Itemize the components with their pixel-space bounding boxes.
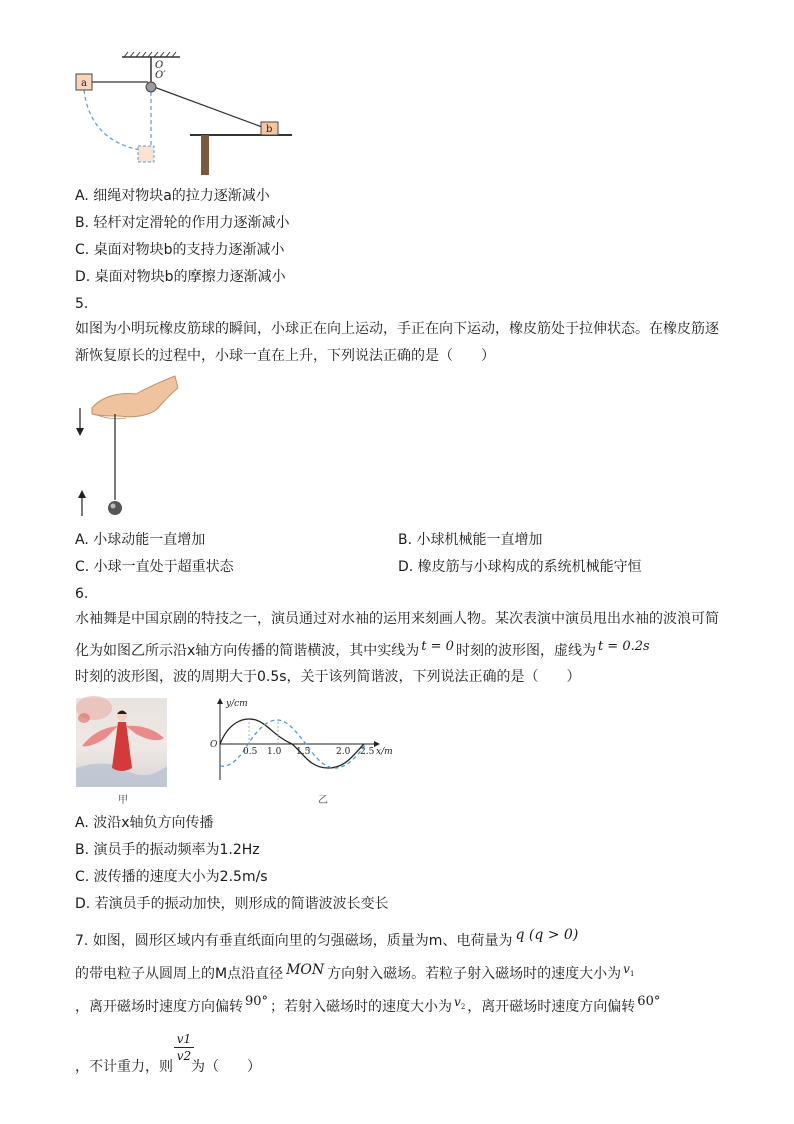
q5-option-d: D. 橡皮筋与小球构成的系统机械能守恒 xyxy=(398,559,642,575)
q7-line2 xyxy=(75,962,635,985)
q7-angle-60: 60° xyxy=(637,994,661,1009)
block-b-label: b xyxy=(266,124,273,135)
q7-text-3c: ，离开磁场时速度方向偏转 xyxy=(467,999,636,1015)
q7-math-q: q (q > 0) xyxy=(515,927,579,943)
q6-option-b: B. 演员手的振动频率为1.2Hz xyxy=(75,842,260,858)
q7-math-v1-sub: 1 xyxy=(629,970,635,978)
x-tick-2.5: 2.5 xyxy=(360,747,375,757)
q7-line3 xyxy=(75,994,661,1018)
wave-graph xyxy=(200,696,393,786)
y-axis-label: y/cm xyxy=(226,699,248,709)
q4-option-b: B. 轻杆对定滑轮的作用力逐渐减小 xyxy=(75,215,290,231)
q7-text-4b: 为（ ） xyxy=(191,1059,261,1075)
q7-text-1a: 7. 如图，圆形区域内有垂直纸面向里的匀强磁场，质量为m、电荷量为 xyxy=(75,933,513,949)
x-tick-2.0: 2.0 xyxy=(336,747,351,757)
q7-math-MON: MON xyxy=(286,962,325,978)
label-O: O xyxy=(155,60,164,71)
q6-option-d: D. 若演员手的振动加快，则形成的简谐波波长变长 xyxy=(75,896,389,912)
q7-angle-90: 90° xyxy=(245,994,269,1009)
block-a-label: a xyxy=(81,78,87,89)
q6-number: 6. xyxy=(75,586,89,602)
q4-figure xyxy=(70,50,300,180)
q5-figure xyxy=(70,372,210,524)
q6-math-t0: t = 0 xyxy=(421,639,454,654)
caption-jia: 甲 xyxy=(118,795,128,806)
q4-option-c: C. 桌面对物块b的支持力逐渐减小 xyxy=(75,242,285,258)
q6-stem-text-a: 化为如图乙所示沿x轴方向传播的简谐横波，其中实线为 xyxy=(75,643,420,659)
label-O-prime: O′ xyxy=(155,70,166,81)
q7-text-2a: 的带电粒子从圆周上的M点沿直径 xyxy=(75,966,284,982)
q6-stem-line2 xyxy=(75,639,650,661)
dancer-photo xyxy=(76,698,167,787)
q7-math-v2: v xyxy=(454,995,461,1009)
q6-option-c: C. 波传播的速度大小为2.5m/s xyxy=(75,869,268,885)
q5-option-c: C. 小球一直处于超重状态 xyxy=(75,559,234,575)
q4-option-d: D. 桌面对物块b的摩擦力逐渐减小 xyxy=(75,269,286,285)
origin-label: O xyxy=(210,740,218,750)
x-axis-label: x/m xyxy=(376,747,393,757)
q7-frac-bar xyxy=(174,1047,194,1048)
q7-frac-denominator: v2 xyxy=(176,1049,192,1063)
q5-option-a: A. 小球动能一直增加 xyxy=(75,532,206,548)
q6-stem-line1: 水袖舞是中国京剧的特技之一，演员通过对水袖的运用来刻画人物。某次表演中演员甩出水袖的波浪可简 xyxy=(75,611,719,627)
q7-line1 xyxy=(75,927,579,950)
q6-option-a: A. 波沿x轴负方向传播 xyxy=(75,815,214,831)
q7-math-v1: v xyxy=(623,962,630,976)
q7-text-2b: 方向射入磁场。若粒子射入磁场时的速度大小为 xyxy=(327,966,622,982)
q5-option-b: B. 小球机械能一直增加 xyxy=(398,532,543,548)
caption-yi: 乙 xyxy=(318,795,328,806)
q5-number: 5. xyxy=(75,296,89,312)
x-tick-0.5: 0.5 xyxy=(243,747,258,757)
q7-text-3b: ；若射入磁场时的速度大小为 xyxy=(270,999,453,1015)
q7-text-3a: ，离开磁场时速度方向偏转 xyxy=(75,999,243,1015)
q4-option-a: A. 细绳对物块a的拉力逐渐减小 xyxy=(75,188,270,204)
q7-frac-numerator: v1 xyxy=(176,1032,192,1046)
x-tick-1.5: 1.5 xyxy=(296,747,311,757)
q5-stem-line1: 如图为小明玩橡皮筋球的瞬间，小球正在向上运动，手正在向下运动，橡皮筋处于拉伸状态。在橡皮筋逐 xyxy=(75,321,719,337)
q7-line4 xyxy=(75,1058,261,1076)
q7-math-v2-sub: 2 xyxy=(460,1003,466,1011)
x-tick-1.0: 1.0 xyxy=(267,747,282,757)
dancer-illustration xyxy=(76,698,167,787)
q6-math-t02: t = 0.2s xyxy=(597,639,650,654)
q5-stem-line2: 渐恢复原长的过程中，小球一直在上升，下列说法正确的是（ ） xyxy=(75,348,495,364)
q7-text-4a: ，不计重力，则 xyxy=(75,1059,173,1075)
q6-stem-line3: 时刻的波形图，波的周期大于0.5s，关于该列简谐波，下列说法正确的是（ ） xyxy=(75,669,581,685)
q6-stem-text-b: 时刻的波形图，虚线为 xyxy=(455,643,596,659)
